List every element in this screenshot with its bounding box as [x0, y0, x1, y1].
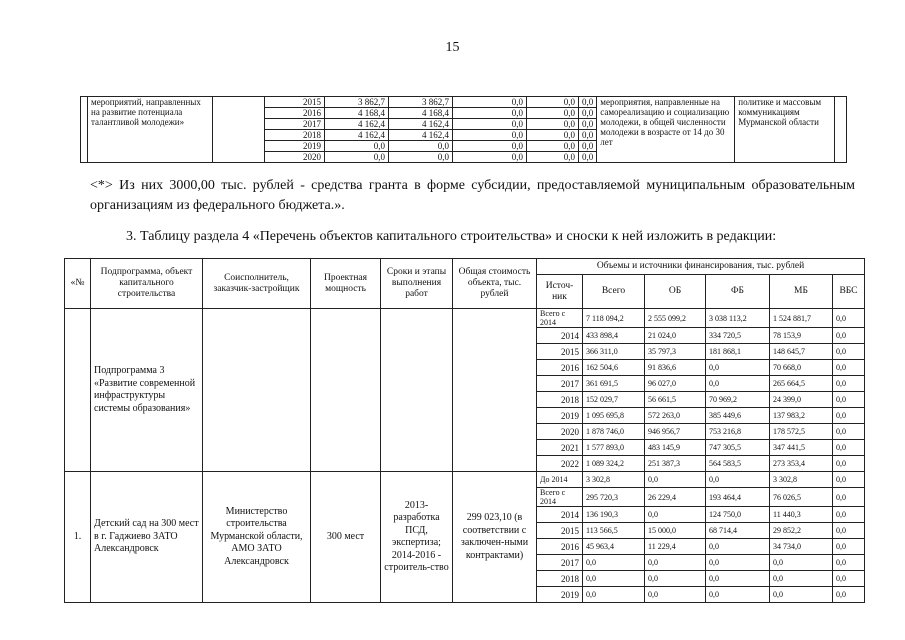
- header-source: Источ-ник: [537, 275, 583, 309]
- vbs-cell: 0,0: [833, 376, 865, 392]
- source-cell: 2022: [537, 456, 583, 472]
- ob-cell: 21 024,0: [645, 328, 706, 344]
- source-cell: 2016: [537, 360, 583, 376]
- mb-cell: 273 353,4: [770, 456, 833, 472]
- fb-cell: 564 583,5: [706, 456, 770, 472]
- source-cell: 2018: [537, 571, 583, 587]
- top-executor-cell: политике и массовым коммуникациям Мурманской области: [735, 97, 835, 163]
- ob-cell: 96 027,0: [645, 376, 706, 392]
- mb-cell: 70 668,0: [770, 360, 833, 376]
- mb-cell: 178 572,5: [770, 424, 833, 440]
- source-cell: 2017: [537, 376, 583, 392]
- vbs-cell: 0,0: [833, 555, 865, 571]
- source-cell: 2021: [537, 440, 583, 456]
- total-cell: 1 095 695,8: [583, 408, 645, 424]
- total-cell: 162 504,6: [583, 360, 645, 376]
- vbs-cell: 0,0: [833, 488, 865, 507]
- top-value-cell: 4 162,4: [325, 119, 389, 130]
- object-coexecutor-cell: Министерство строительства Мурманской области, АМО ЗАТО Александровск: [203, 472, 311, 603]
- fb-cell: 0,0: [706, 539, 770, 555]
- vbs-cell: 0,0: [833, 392, 865, 408]
- funding-row: [65, 309, 865, 328]
- source-cell: 2017: [537, 555, 583, 571]
- fb-cell: 0,0: [706, 360, 770, 376]
- subprogram-num-cell: [65, 309, 91, 472]
- ob-cell: 2 555 099,2: [645, 309, 706, 328]
- fb-cell: 0,0: [706, 555, 770, 571]
- top-value-cell: 0,0: [453, 108, 527, 119]
- total-cell: 366 311,0: [583, 344, 645, 360]
- total-cell: 45 963,4: [583, 539, 645, 555]
- top-value-cell: 4 168,4: [325, 108, 389, 119]
- top-year-cell: 2019: [265, 141, 325, 152]
- top-value-cell: 0,0: [527, 130, 579, 141]
- subprogram-name-cell: Подпрограмма 3 «Развитие современной инфраструктуры системы образования»: [91, 309, 203, 472]
- fb-cell: 385 449,6: [706, 408, 770, 424]
- total-cell: 113 566,5: [583, 523, 645, 539]
- top-year-cell: 2016: [265, 108, 325, 119]
- object-num-cell: 1.: [65, 472, 91, 603]
- source-cell: 2020: [537, 424, 583, 440]
- page-number: 15: [445, 40, 460, 55]
- vbs-cell: 0,0: [833, 539, 865, 555]
- ob-cell: 0,0: [645, 555, 706, 571]
- top-value-cell: 0,0: [579, 119, 597, 130]
- ob-cell: 0,0: [645, 507, 706, 523]
- capital-construction-table: [64, 258, 865, 603]
- total-cell: 136 190,3: [583, 507, 645, 523]
- ob-cell: 26 229,4: [645, 488, 706, 507]
- mb-cell: 76 026,5: [770, 488, 833, 507]
- total-cell: 0,0: [583, 571, 645, 587]
- footnote: <*> Из них 3000,00 тыс. рублей - средства гранта в форме субсидии, предоставляемой муниципальным образовательным организациям из федерального бюджета.».: [90, 178, 855, 213]
- fb-cell: 124 750,0: [706, 507, 770, 523]
- top-value-cell: 4 162,4: [389, 130, 453, 141]
- top-value-cell: 0,0: [527, 119, 579, 130]
- mb-cell: 0,0: [770, 587, 833, 603]
- mb-cell: 347 441,5: [770, 440, 833, 456]
- top-value-cell: 0,0: [579, 152, 597, 163]
- ob-cell: 35 797,3: [645, 344, 706, 360]
- top-year-cell: 2015: [265, 97, 325, 108]
- vbs-cell: 0,0: [833, 328, 865, 344]
- top-value-cell: 0,0: [579, 97, 597, 108]
- top-value-cell: 4 162,4: [325, 130, 389, 141]
- top-year-cell: 2018: [265, 130, 325, 141]
- fb-cell: 334 720,5: [706, 328, 770, 344]
- total-cell: 433 898,4: [583, 328, 645, 344]
- top-value-cell: 0,0: [453, 97, 527, 108]
- header-total: Всего: [583, 275, 645, 309]
- ob-cell: 15 000,0: [645, 523, 706, 539]
- subprogram-terms-cell: [381, 309, 453, 472]
- vbs-cell: 0,0: [833, 507, 865, 523]
- header-capacity: Проектная мощность: [311, 259, 381, 309]
- source-cell: 2019: [537, 587, 583, 603]
- top-value-cell: 4 162,4: [389, 119, 453, 130]
- vbs-cell: 0,0: [833, 456, 865, 472]
- top-blank-cell: [213, 97, 265, 163]
- fb-cell: 3 038 113,2: [706, 309, 770, 328]
- fb-cell: 68 714,4: [706, 523, 770, 539]
- vbs-cell: 0,0: [833, 472, 865, 488]
- ob-cell: 483 145,9: [645, 440, 706, 456]
- top-continuation-table: [80, 96, 847, 163]
- object-name-cell: Детский сад на 300 мест в г. Гаджиево ЗАТО Александровск: [91, 472, 203, 603]
- ob-cell: 0,0: [645, 587, 706, 603]
- fb-cell: 193 464,4: [706, 488, 770, 507]
- header-terms: Сроки и этапы выполнения работ: [381, 259, 453, 309]
- source-cell: 2019: [537, 408, 583, 424]
- source-cell: Всего с 2014: [537, 309, 583, 328]
- ob-cell: 946 956,7: [645, 424, 706, 440]
- total-cell: 3 302,8: [583, 472, 645, 488]
- top-event-cell: мероприятий, направленных на развитие потенциала талантливой молодежи»: [88, 97, 213, 163]
- top-value-cell: 0,0: [579, 108, 597, 119]
- fb-cell: 0,0: [706, 472, 770, 488]
- total-cell: 0,0: [583, 555, 645, 571]
- top-value-cell: 0,0: [453, 141, 527, 152]
- top-value-cell: 0,0: [527, 97, 579, 108]
- header-vbs: ВБС: [833, 275, 865, 309]
- top-year-cell: 2020: [265, 152, 325, 163]
- vbs-cell: 0,0: [833, 360, 865, 376]
- vbs-cell: 0,0: [833, 440, 865, 456]
- object-capacity-cell: 300 мест: [311, 472, 381, 603]
- top-value-cell: 0,0: [527, 152, 579, 163]
- item-3-text: 3. Таблицу раздела 4 «Перечень объектов капитального строительства» и сноски к ней изложить в редакции:: [126, 229, 777, 244]
- ob-cell: 572 263,0: [645, 408, 706, 424]
- top-value-cell: 0,0: [453, 152, 527, 163]
- source-cell: До 2014: [537, 472, 583, 488]
- total-cell: 1 089 324,2: [583, 456, 645, 472]
- fb-cell: 70 969,2: [706, 392, 770, 408]
- top-value-cell: 0,0: [389, 141, 453, 152]
- total-cell: 152 029,7: [583, 392, 645, 408]
- top-blank-cell: [835, 97, 847, 163]
- mb-cell: 29 852,2: [770, 523, 833, 539]
- ob-cell: 251 387,3: [645, 456, 706, 472]
- subprogram-coexecutor-cell: [203, 309, 311, 472]
- mb-cell: 0,0: [770, 555, 833, 571]
- fb-cell: 747 305,5: [706, 440, 770, 456]
- mb-cell: 148 645,7: [770, 344, 833, 360]
- ob-cell: 91 836,6: [645, 360, 706, 376]
- source-cell: Всего с 2014: [537, 488, 583, 507]
- header-mb: МБ: [770, 275, 833, 309]
- header-subprogram: Подпрограмма, объект капитального строительства: [91, 259, 203, 309]
- vbs-cell: 0,0: [833, 523, 865, 539]
- top-value-cell: 0,0: [389, 152, 453, 163]
- top-indicator-cell: мероприятия, направленные на самореализацию и социализацию молодежи, в общей численности молодежи в возрасте от 14 до 30 лет: [597, 97, 735, 163]
- top-table-row: [81, 97, 847, 108]
- source-cell: 2014: [537, 328, 583, 344]
- fb-cell: 0,0: [706, 587, 770, 603]
- object-cost-cell: 299 023,10 (в соответствии с заключен-ными контрактами): [453, 472, 537, 603]
- vbs-cell: 0,0: [833, 587, 865, 603]
- header-funding: Объемы и источники финансирования, тыс. рублей: [537, 259, 865, 275]
- ob-cell: 56 661,5: [645, 392, 706, 408]
- total-cell: 1 878 746,0: [583, 424, 645, 440]
- top-value-cell: 0,0: [453, 130, 527, 141]
- total-cell: 1 577 893,0: [583, 440, 645, 456]
- source-cell: 2018: [537, 392, 583, 408]
- top-value-cell: 0,0: [579, 130, 597, 141]
- vbs-cell: 0,0: [833, 344, 865, 360]
- mb-cell: 265 664,5: [770, 376, 833, 392]
- top-value-cell: 4 168,4: [389, 108, 453, 119]
- source-cell: 2015: [537, 344, 583, 360]
- total-cell: 0,0: [583, 587, 645, 603]
- mb-cell: 0,0: [770, 571, 833, 587]
- fb-cell: 0,0: [706, 376, 770, 392]
- source-cell: 2016: [537, 539, 583, 555]
- vbs-cell: 0,0: [833, 424, 865, 440]
- header-cost: Общая стоимость объекта, тыс. рублей: [453, 259, 537, 309]
- top-value-cell: 3 862,7: [325, 97, 389, 108]
- top-value-cell: 0,0: [453, 119, 527, 130]
- ob-cell: 0,0: [645, 571, 706, 587]
- mb-cell: 78 153,9: [770, 328, 833, 344]
- vbs-cell: 0,0: [833, 408, 865, 424]
- source-cell: 2014: [537, 507, 583, 523]
- mb-cell: 11 440,3: [770, 507, 833, 523]
- top-value-cell: 3 862,7: [389, 97, 453, 108]
- top-value-cell: 0,0: [527, 108, 579, 119]
- top-value-cell: 0,0: [325, 141, 389, 152]
- header-ob: ОБ: [645, 275, 706, 309]
- top-value-cell: 0,0: [325, 152, 389, 163]
- top-year-cell: 2017: [265, 119, 325, 130]
- subprogram-cost-cell: [453, 309, 537, 472]
- mb-cell: 137 983,2: [770, 408, 833, 424]
- header-num: «№: [65, 259, 91, 309]
- mb-cell: 34 734,0: [770, 539, 833, 555]
- mb-cell: 3 302,8: [770, 472, 833, 488]
- vbs-cell: 0,0: [833, 571, 865, 587]
- total-cell: 361 691,5: [583, 376, 645, 392]
- subprogram-capacity-cell: [311, 309, 381, 472]
- vbs-cell: 0,0: [833, 309, 865, 328]
- header-fb: ФБ: [706, 275, 770, 309]
- top-value-cell: 0,0: [579, 141, 597, 152]
- total-cell: 295 720,3: [583, 488, 645, 507]
- fb-cell: 181 868,1: [706, 344, 770, 360]
- mb-cell: 24 399,0: [770, 392, 833, 408]
- fb-cell: 0,0: [706, 571, 770, 587]
- object-terms-cell: 2013-разработка ПСД, экспертиза; 2014-2016 - строитель-ство: [381, 472, 453, 603]
- ob-cell: 11 229,4: [645, 539, 706, 555]
- top-blank-cell: [81, 97, 88, 163]
- top-value-cell: 0,0: [527, 141, 579, 152]
- source-cell: 2015: [537, 523, 583, 539]
- ob-cell: 0,0: [645, 472, 706, 488]
- mb-cell: 1 524 881,7: [770, 309, 833, 328]
- total-cell: 7 118 094,2: [583, 309, 645, 328]
- funding-row: [65, 472, 865, 488]
- header-coexecutor: Соисполнитель, заказчик-застройщик: [203, 259, 311, 309]
- fb-cell: 753 216,8: [706, 424, 770, 440]
